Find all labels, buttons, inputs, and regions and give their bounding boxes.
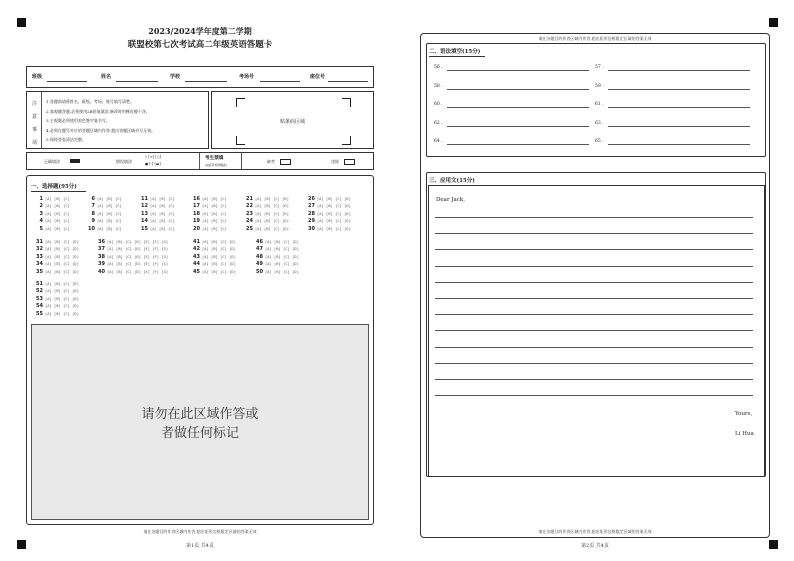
question-number: 6 — [91, 196, 95, 202]
choice-question-33[interactable] — [35, 254, 79, 260]
answer-options[interactable]: [A] [B] [C] — [45, 197, 70, 201]
wrong-fill-marks: √ [×] [○] — [145, 155, 162, 159]
question-number: 20 — [193, 225, 200, 232]
answer-options[interactable]: [A] [B] [C] [D] [E] [F] [G] — [107, 240, 169, 244]
choice-question-43[interactable] — [192, 254, 236, 260]
answer-options[interactable]: [A] [B] [C] — [202, 204, 227, 209]
question-number: 11 — [141, 196, 148, 202]
writing-line[interactable] — [435, 347, 753, 348]
section1-title: 一、选择题(95分) — [31, 184, 77, 190]
question-number: 10 — [88, 225, 95, 232]
question-number: 26 — [308, 196, 315, 202]
answer-options[interactable]: [A] [B] [C] [D] — [45, 262, 79, 267]
choice-question-52[interactable] — [35, 288, 79, 294]
answer-options[interactable]: [A] [B] [C] [D] — [255, 211, 289, 216]
question-number: 50 — [256, 268, 263, 275]
seat-field[interactable] — [328, 81, 368, 82]
class-label: 班级 — [32, 74, 43, 80]
question-number: 19 — [193, 218, 200, 225]
answer-options[interactable]: [A] [B] [C] — [45, 219, 70, 224]
choice-question-20[interactable] — [192, 226, 227, 232]
student-info-row — [26, 66, 374, 88]
answer-options[interactable]: [A] [B] [C] [D] — [202, 269, 236, 274]
choice-question-44[interactable] — [192, 261, 236, 267]
answer-options[interactable]: [A] [B] [C] — [150, 204, 175, 209]
answer-options[interactable]: [A] [B] [C] [D] — [45, 289, 79, 294]
wrong-fill-label: 错误填涂 — [116, 159, 132, 164]
question-number: 4 — [39, 218, 43, 225]
writing-area[interactable] — [428, 185, 765, 477]
choice-question-55[interactable] — [35, 311, 79, 317]
question-number: 22 — [246, 203, 253, 210]
answer-options[interactable]: [A] [B] [C] [D] — [317, 219, 351, 224]
choice-question-11[interactable] — [140, 196, 175, 202]
answer-options[interactable]: [A] [B] [C] [D] — [255, 204, 289, 209]
question-number: 46 — [256, 239, 263, 245]
question-number: 34 — [36, 261, 43, 268]
question-number: 38 — [98, 253, 105, 260]
question-number: 27 — [308, 203, 315, 210]
page-title-line2: 联盟校第七次考试高二年级英语答题卡 — [127, 40, 273, 50]
blank-answer-line-56[interactable] — [447, 70, 589, 71]
blank-number-59: 59 . — [595, 83, 604, 89]
question-number: 36 — [98, 239, 105, 245]
choice-question-8[interactable] — [87, 211, 122, 217]
answer-options[interactable]: [A] [B] [C] [D] — [202, 254, 236, 259]
question-number: 16 — [193, 196, 200, 202]
no-answer-text-line2: 者做任何标记 — [160, 426, 239, 441]
blank-answer-line-62[interactable] — [447, 126, 589, 127]
student-status-sub: (由监考老师填涂) — [205, 163, 227, 167]
blank-number-58: 58 . — [434, 83, 443, 89]
section2-title: 二、语法填空(15分) — [429, 49, 481, 55]
answer-options[interactable]: [A] [B] [C] — [202, 219, 227, 224]
choice-question-54[interactable] — [35, 303, 79, 309]
choice-question-23[interactable] — [245, 211, 289, 217]
question-number: 7 — [91, 203, 95, 210]
notice-item: 2.客观题答题,必须使用2B铅笔填涂,修改时用橡皮擦干净。 — [46, 108, 150, 114]
blank-answer-line-63[interactable] — [608, 126, 750, 127]
blank-answer-line-64[interactable] — [447, 144, 589, 145]
choice-question-31[interactable] — [35, 239, 79, 245]
choice-question-13[interactable] — [140, 211, 175, 217]
page-title-line1: 2023/2024学年度第二学期 — [148, 26, 252, 36]
choice-question-35[interactable] — [35, 269, 79, 275]
blank-number-64: 64 . — [434, 139, 443, 144]
writing-line[interactable] — [435, 282, 753, 283]
choice-question-47[interactable] — [255, 246, 299, 252]
question-number: 40 — [98, 268, 105, 275]
choice-question-19[interactable] — [192, 218, 227, 224]
choice-question-38[interactable] — [97, 254, 168, 260]
correct-fill-mark — [70, 159, 80, 163]
answer-options[interactable]: [A] [B] [C] — [150, 219, 175, 224]
answer-options[interactable]: [A] [B] [C] [D] — [317, 211, 351, 216]
violation-label: 违规 — [331, 159, 339, 164]
answer-options[interactable]: [A] [B] [C] — [150, 197, 175, 201]
exam-room-field[interactable] — [260, 81, 300, 82]
question-number: 43 — [193, 253, 200, 260]
question-number: 32 — [36, 246, 43, 253]
question-number: 13 — [141, 210, 148, 217]
question-number: 55 — [36, 310, 43, 317]
choice-question-29[interactable] — [307, 218, 351, 224]
name-field[interactable] — [116, 81, 158, 82]
answer-options[interactable]: [A] [B] [C] [D] — [45, 254, 79, 259]
answer-options[interactable]: [A] [B] [C] [D] — [45, 240, 79, 244]
blank-number-56: 56 . — [434, 65, 443, 70]
choice-question-17[interactable] — [192, 203, 227, 209]
answer-options[interactable]: [A] [B] [C] [D] — [255, 197, 289, 201]
school-field[interactable] — [185, 81, 227, 82]
question-number: 52 — [36, 288, 43, 295]
question-number: 1 — [39, 196, 43, 202]
question-number: 44 — [193, 261, 200, 268]
alignment-mark-top-left — [17, 18, 26, 27]
blank-number-60: 60 . — [434, 102, 443, 107]
answer-options[interactable]: [A] [B] [C] [D] — [317, 204, 351, 209]
choice-question-48[interactable] — [255, 254, 299, 260]
answer-options[interactable]: [A] [B] [C] [D] [E] [F] [G] — [107, 269, 169, 274]
answer-options[interactable]: [A] [B] [C] [D] [E] [F] [G] — [107, 262, 169, 267]
answer-options[interactable]: [A] [B] [C] [D] — [202, 240, 236, 244]
writing-line[interactable] — [435, 395, 753, 396]
seat-label: 座位号 — [310, 74, 326, 80]
question-number: 25 — [246, 225, 253, 232]
closing: Yours, — [735, 411, 753, 417]
choice-question-5[interactable] — [35, 226, 70, 232]
blank-number-65: 65 . — [595, 139, 604, 144]
answer-options[interactable]: [A] [B] [C] [D] [E] [F] [G] — [107, 247, 169, 252]
blank-answer-line-61[interactable] — [608, 107, 750, 108]
answer-options[interactable]: [A] [B] [C] [D] — [45, 282, 79, 286]
blank-number-57: 57 . — [595, 65, 604, 70]
answer-options[interactable]: [A] [B] [C] [D] [E] [F] [G] — [107, 254, 169, 259]
answer-options[interactable]: [A] [B] [C] — [202, 211, 227, 216]
page1-footer-note: 请在各题目的作答区域内作答,超出矩形边框限定区域的答案无效 — [143, 529, 257, 534]
question-number: 41 — [193, 239, 200, 245]
notices-box — [26, 91, 209, 149]
question-number: 3 — [39, 210, 43, 217]
page2-header-note: 请在各题目的作答区域内作答,超出矩形边框限定区域的答案无效 — [538, 36, 652, 41]
choice-question-39[interactable] — [97, 261, 168, 267]
choice-question-12[interactable] — [140, 203, 175, 209]
blank-answer-line-65[interactable] — [608, 144, 750, 145]
choice-question-24[interactable] — [245, 218, 289, 224]
choice-question-1[interactable] — [35, 196, 70, 202]
question-number: 28 — [308, 210, 315, 217]
answer-options[interactable]: [A] [B] [C] [D] — [265, 254, 299, 259]
answer-options[interactable]: [A] [B] [C] — [150, 226, 175, 231]
question-number: 53 — [36, 295, 43, 302]
writing-line[interactable] — [435, 298, 753, 299]
question-number: 30 — [308, 225, 315, 232]
choice-question-18[interactable] — [192, 211, 227, 217]
question-number: 18 — [193, 210, 200, 217]
alignment-mark-bottom-left — [17, 540, 26, 549]
alignment-mark-top-right — [769, 18, 778, 27]
answer-options[interactable]: [A] [B] [C] — [97, 197, 122, 201]
question-number: 24 — [246, 218, 253, 225]
answer-options[interactable]: [A] [B] [C] [D] — [265, 247, 299, 252]
blank-number-61: 61 . — [595, 102, 604, 107]
notice-item: 5.保持答卷清洁完整。 — [46, 137, 86, 142]
writing-line[interactable] — [435, 217, 753, 218]
answer-options[interactable]: [A] [B] [C] [D] — [45, 247, 79, 252]
question-number: 42 — [193, 246, 200, 253]
choice-question-26[interactable] — [307, 196, 351, 202]
choice-question-9[interactable] — [87, 218, 122, 224]
notice-item: 1.答题前请将姓名、班级、考场、座号填写清楚。 — [46, 99, 134, 104]
choice-question-7[interactable] — [87, 203, 122, 209]
answer-options[interactable]: [A] [B] [C] [D] — [317, 226, 351, 231]
choice-question-34[interactable] — [35, 261, 79, 267]
choice-question-27[interactable] — [307, 203, 351, 209]
question-number: 14 — [141, 218, 148, 225]
notices-list — [46, 97, 155, 145]
choice-question-2[interactable] — [35, 203, 70, 209]
answer-options[interactable]: [A] [B] [C] [D] — [265, 262, 299, 267]
choice-question-21[interactable] — [245, 196, 289, 202]
writing-line[interactable] — [435, 249, 753, 250]
blank-answer-line-57[interactable] — [608, 70, 750, 71]
choice-question-30[interactable] — [307, 226, 351, 232]
answer-options[interactable]: [A] [B] [C] — [202, 197, 227, 201]
choice-question-16[interactable] — [192, 196, 227, 202]
answer-options[interactable]: [A] [B] [C] [D] — [265, 240, 299, 244]
question-number: 48 — [256, 253, 263, 260]
grammar-fill-section — [426, 43, 766, 157]
fill-example-row — [26, 152, 374, 170]
choice-section — [26, 175, 374, 525]
writing-line[interactable] — [435, 379, 753, 380]
writing-line[interactable] — [435, 314, 753, 315]
choice-question-28[interactable] — [307, 211, 351, 217]
answer-options[interactable]: [A] [B] [C] [D] — [45, 304, 79, 309]
barcode-label: 贴条码区域 — [279, 119, 305, 125]
answer-options[interactable]: [A] [B] [C] [D] — [45, 311, 79, 316]
blank-answer-line-58[interactable] — [447, 89, 589, 90]
question-number: 37 — [98, 246, 105, 253]
question-number: 23 — [246, 210, 253, 217]
writing-line[interactable] — [435, 330, 753, 331]
choice-question-32[interactable] — [35, 246, 79, 252]
exam-room-label: 考场号 — [239, 74, 255, 80]
name-label: 姓名 — [101, 74, 112, 80]
answer-options[interactable]: [A] [B] [C] — [45, 211, 70, 216]
question-number: 2 — [39, 203, 43, 210]
blank-number-62: 62 . — [434, 120, 443, 126]
section3-title: 三、应用文(15分) — [429, 178, 475, 184]
answer-options[interactable]: [A] [B] [C] [D] — [265, 269, 299, 274]
student-status-title: 考生禁填 — [205, 156, 224, 161]
choice-question-6[interactable] — [87, 196, 122, 202]
choice-question-50[interactable] — [255, 269, 299, 275]
question-number: 35 — [36, 268, 43, 275]
answer-options[interactable]: [A] [B] [C] [D] — [45, 296, 79, 301]
choice-question-53[interactable] — [35, 296, 79, 302]
violation-checkbox[interactable] — [344, 159, 355, 165]
choice-question-25[interactable] — [245, 226, 289, 232]
writing-line[interactable] — [435, 233, 753, 234]
question-number: 33 — [36, 253, 43, 260]
answer-options[interactable]: [A] [B] [C] — [97, 226, 122, 231]
class-field[interactable] — [47, 81, 87, 82]
choice-question-45[interactable] — [192, 269, 236, 275]
choice-question-41[interactable] — [192, 239, 236, 245]
choice-question-15[interactable] — [140, 226, 175, 232]
notice-item: 4.必须在题号对应的答题区域内作答,超出答题区域书写无效。 — [46, 127, 156, 133]
choice-question-49[interactable] — [255, 261, 299, 267]
question-number: 54 — [36, 303, 43, 310]
page2-footer-note: 请在各题目的作答区域内作答,超出矩形边框限定区域的答案无效 — [538, 529, 652, 534]
salutation: Dear Jack, — [436, 197, 465, 203]
choice-question-46[interactable] — [255, 239, 299, 245]
correct-fill-label: 正确填涂 — [44, 159, 60, 164]
answer-options[interactable]: [A] [B] [C] — [202, 226, 227, 231]
barcode-area — [211, 91, 374, 149]
question-number: 5 — [39, 225, 43, 232]
blank-number-63: 63 . — [595, 120, 604, 126]
choice-question-51[interactable] — [35, 281, 79, 287]
choice-question-37[interactable] — [97, 246, 168, 252]
choice-question-22[interactable] — [245, 203, 289, 209]
choice-question-42[interactable] — [192, 246, 236, 252]
question-number: 29 — [308, 218, 315, 225]
choice-question-36[interactable] — [97, 239, 168, 245]
answer-options[interactable]: [A] [B] [C] [D] — [317, 197, 351, 201]
signature: Li Hua — [735, 431, 754, 437]
answer-options[interactable]: [A] [B] [C] [D] — [202, 247, 236, 252]
wrong-fill-marks2: ● [-] [▬] — [145, 162, 161, 166]
choice-question-10[interactable] — [87, 226, 122, 232]
choice-question-14[interactable] — [140, 218, 175, 224]
choice-question-40[interactable] — [97, 269, 168, 275]
question-number: 47 — [256, 246, 263, 253]
answer-options[interactable]: [A] [B] [C] [D] — [255, 226, 289, 231]
no-answer-area — [31, 324, 369, 520]
answer-options[interactable]: [A] [B] [C] — [97, 204, 122, 209]
choice-question-4[interactable] — [35, 218, 70, 224]
answer-options[interactable]: [A] [B] [C] [D] — [45, 269, 79, 274]
notice-label: 注 意 事 项 — [32, 101, 38, 146]
alignment-mark-bottom-right — [769, 540, 778, 549]
question-number: 15 — [141, 225, 148, 232]
answer-options[interactable]: [A] [B] [C] — [150, 211, 175, 216]
writing-line[interactable] — [435, 266, 753, 267]
answer-options[interactable]: [A] [B] [C] — [45, 204, 70, 209]
school-label: 学校 — [170, 74, 181, 80]
answer-options[interactable]: [A] [B] [C] [D] — [255, 219, 289, 224]
blank-answer-line-59[interactable] — [608, 89, 750, 90]
blank-answer-line-60[interactable] — [447, 107, 589, 108]
absent-checkbox[interactable] — [280, 159, 291, 165]
question-number: 8 — [91, 210, 95, 217]
question-number: 45 — [193, 268, 200, 275]
page1-page-number: 第1页 共4页 — [186, 543, 214, 549]
question-number: 51 — [36, 281, 43, 287]
answer-options[interactable]: [A] [B] [C] — [45, 226, 70, 231]
absent-label: 缺考 — [267, 159, 275, 164]
choice-question-3[interactable] — [35, 211, 70, 217]
question-number: 39 — [98, 261, 105, 268]
writing-line[interactable] — [435, 363, 753, 364]
page2-page-number: 第2页 共4页 — [581, 543, 609, 549]
no-answer-text-line1: 请勿在此区域作答或 — [141, 407, 259, 422]
notice-item: 3.主观题必须使用黑色签字笔书写。 — [46, 118, 110, 123]
question-number: 12 — [141, 203, 148, 210]
question-number: 17 — [193, 203, 200, 210]
answer-options[interactable]: [A] [B] [C] [D] — [202, 262, 236, 267]
answer-options[interactable]: [A] [B] [C] — [97, 219, 122, 224]
question-number: 49 — [256, 261, 263, 268]
question-number: 9 — [91, 218, 95, 225]
question-number: 21 — [246, 196, 253, 202]
answer-options[interactable]: [A] [B] [C] — [97, 211, 122, 216]
question-number: 31 — [36, 239, 43, 245]
